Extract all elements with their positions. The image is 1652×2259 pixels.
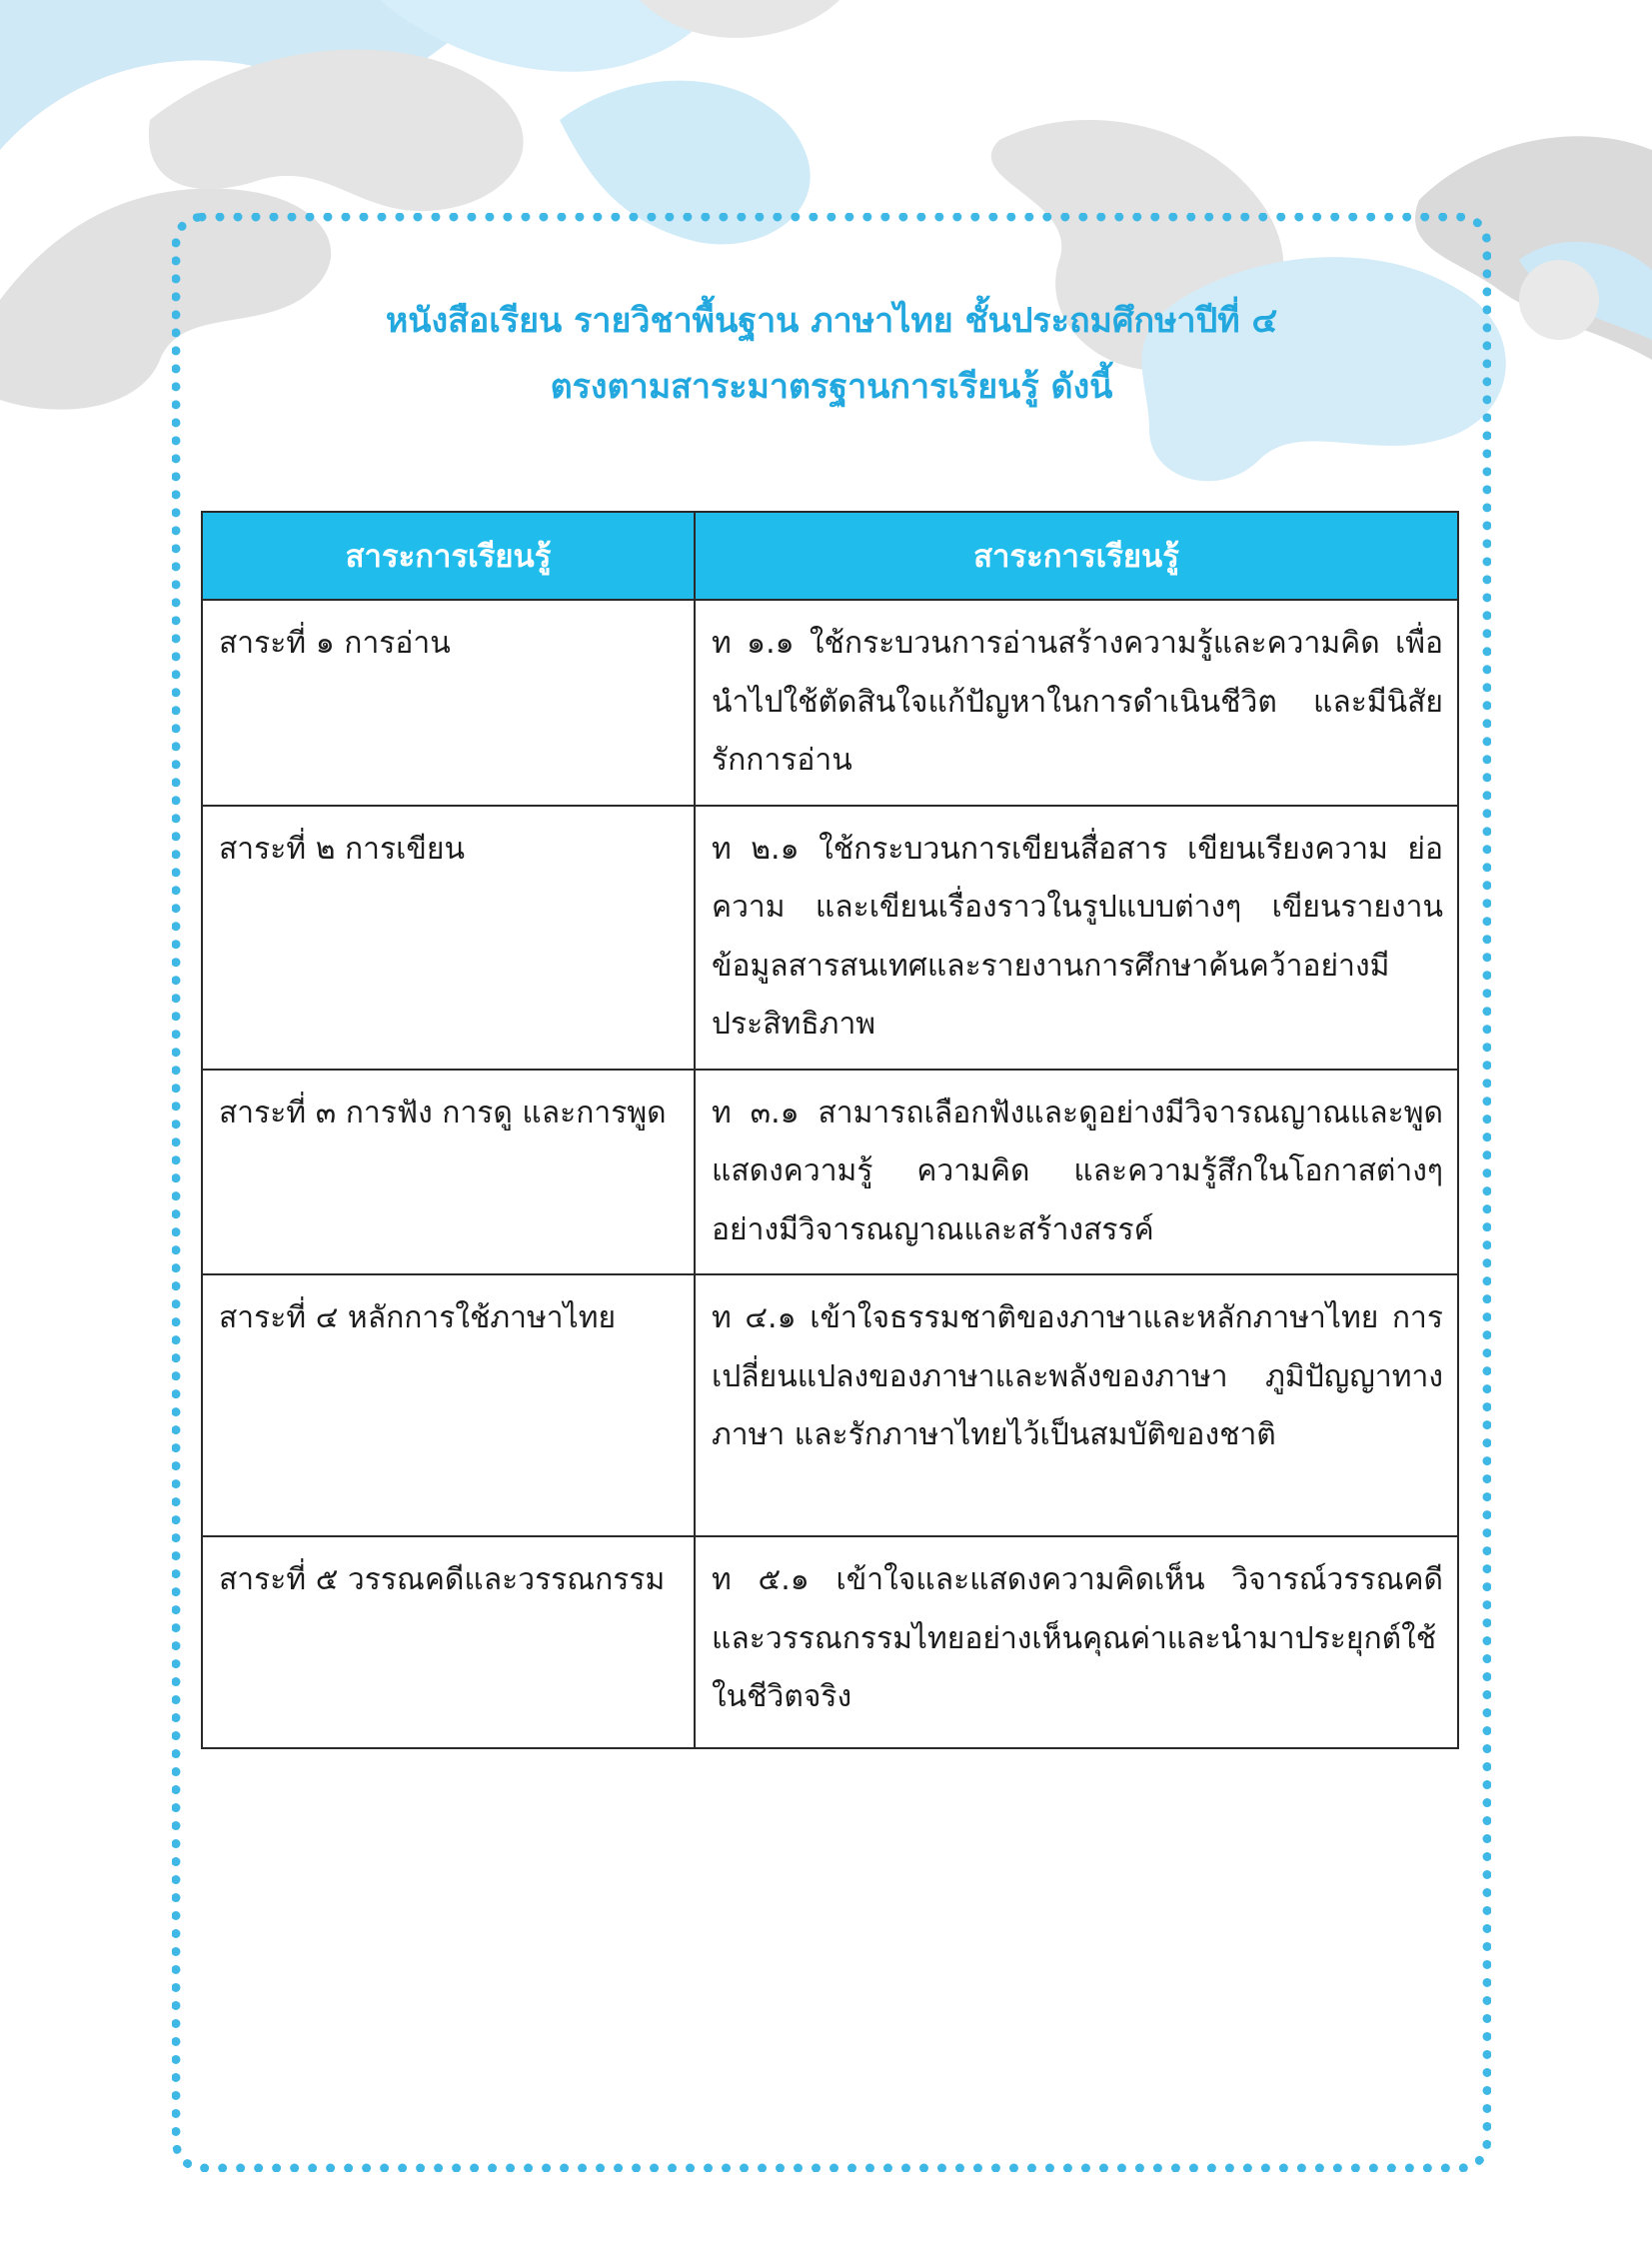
table-row xyxy=(202,1070,1458,1275)
column-header-strand: สาระการเรียนรู้ xyxy=(202,512,695,600)
column-header-standard: สาระการเรียนรู้ xyxy=(695,512,1458,600)
strand-cell: สาระที่ ๕ วรรณคดีและวรรณกรรม xyxy=(202,1536,695,1748)
standard-cell: ท ๓.๑ สามารถเลือกฟังและดูอย่างมีวิจารณญาณและพูดแสดงความรู้ ความคิด และความรู้สึกในโอกาสต่างๆ อย่างมีวิจารณญาณและสร้างสรรค์ xyxy=(695,1070,1458,1275)
strand-cell: สาระที่ ๔ หลักการใช้ภาษาไทย xyxy=(202,1274,695,1536)
table-row xyxy=(202,1536,1458,1748)
standard-cell: ท ๕.๑ เข้าใจและแสดงความคิดเห็น วิจารณ์วรรณคดีและวรรณกรรมไทยอย่างเห็นคุณค่าและนำมาประยุกต์ใช้ในชีวิตจริง xyxy=(695,1536,1458,1748)
title-line-2: ตรงตามสาระมาตรฐานการเรียนรู้ ดังนี้ xyxy=(550,367,1113,407)
standard-cell: ท ๑.๑ ใช้กระบวนการอ่านสร้างความรู้และความคิด เพื่อนำไปใช้ตัดสินใจแก้ปัญหาในการดำเนินชีวิต และมีนิสัยรักการอ่าน xyxy=(695,600,1458,806)
strand-cell: สาระที่ ๓ การฟัง การดู และการพูด xyxy=(202,1070,695,1275)
table-row xyxy=(202,806,1458,1070)
standard-cell: ท ๔.๑ เข้าใจธรรมชาติของภาษาและหลักภาษาไทย การเปลี่ยนแปลงของภาษาและพลังของภาษา ภูมิปัญญาทางภาษา และรักภาษาไทยไว้เป็นสมบัติของชาติ xyxy=(695,1274,1458,1536)
strand-cell: สาระที่ ๒ การเขียน xyxy=(202,806,695,1070)
page-title xyxy=(172,288,1491,420)
standards-table xyxy=(201,511,1459,1749)
table-row xyxy=(202,1274,1458,1536)
table-row xyxy=(202,600,1458,806)
table-header-row xyxy=(202,512,1458,600)
standard-cell: ท ๒.๑ ใช้กระบวนการเขียนสื่อสาร เขียนเรียงความ ย่อความ และเขียนเรื่องราวในรูปแบบต่างๆ เขียนรายงานข้อมูลสารสนเทศและรายงานการศึกษาค้นคว้าอย่างมีประสิทธิภาพ xyxy=(695,806,1458,1070)
strand-cell: สาระที่ ๑ การอ่าน xyxy=(202,600,695,806)
title-line-1: หนังสือเรียน รายวิชาพื้นฐาน ภาษาไทย ชั้นประถมศึกษาปีที่ ๔ xyxy=(385,301,1278,341)
